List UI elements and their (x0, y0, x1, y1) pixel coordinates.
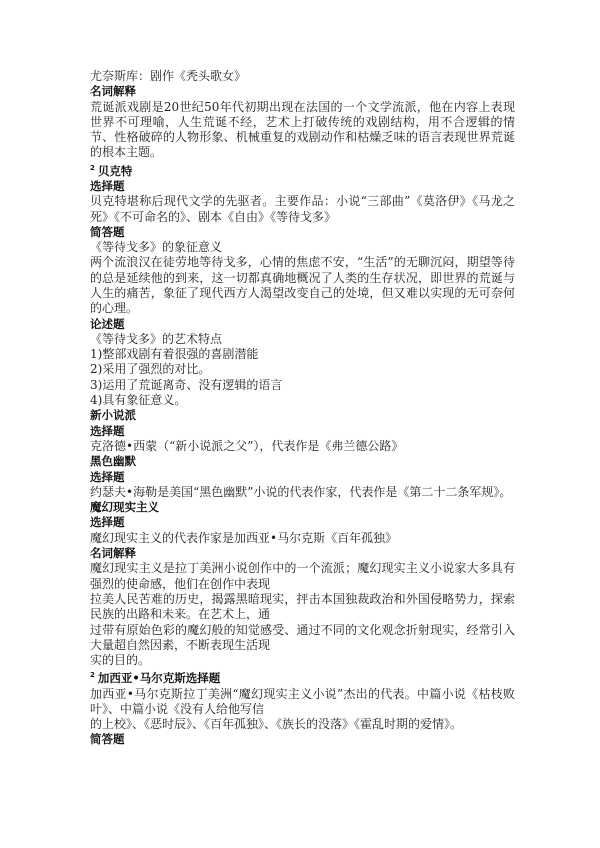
heading-essay-question: 论述题 (90, 316, 125, 331)
footnote-marker: 2 (90, 163, 95, 172)
heading-choice-question: 选择题 (90, 178, 125, 193)
heading-term-definition: 名词解释 (90, 546, 136, 561)
godot-art-point-1: 1)整部戏剧有着很强的喜剧潜能 (90, 347, 259, 362)
heading-term-definition: 名词解释 (90, 84, 136, 99)
heading-beckett-text: 贝克特 (97, 163, 133, 178)
marquez-choice-text-2: 的上校》、《恶时辰》、《百年孤独》、《族长的没落》《霍乱时期的爱情》。 (90, 717, 463, 732)
magic-realism-definition-1: 魔幻现实主义是拉丁美洲小说创作中的一个流派；魔幻现实主义小说家大多具有强烈的使命感，他们在创作中表现 (90, 561, 515, 591)
godot-symbolism-answer: 两个流浪汉在徒劳地等待戈多，心情的焦虑不安，“生活”的无聊沉闷，期望等待的总是延续他的到来，这一切都真确地概况了人类的生存状况，即世界的荒诞与人生的痛苦，象征了现代西方人渴望改变自己的处境，但又难以实现的无可奈何的心理。 (90, 255, 515, 316)
document-page (90, 69, 515, 748)
marquez-choice-text-1: 加西亚•马尔克斯拉丁美洲“魔幻现实主义小说”杰出的代表。中篇小说《枯枝败叶》、中篇小说《没有人给他写信 (90, 686, 515, 716)
heading-marquez (90, 668, 515, 686)
heading-short-answer: 简答题 (90, 224, 125, 239)
heading-beckett (90, 161, 515, 179)
heading-choice-question: 选择题 (90, 515, 125, 530)
heading-magic-realism: 魔幻现实主义 (90, 500, 159, 515)
footnote-marker: 2 (90, 671, 95, 680)
magic-realism-definition-2: 拉美人民苦难的历史，揭露黑暗现实，抨击本国独裁政治和外国侵略势力，探索民族的出路和未来。在艺术上，通 (90, 591, 515, 622)
play-line: 尤奈斯库：剧作《秃头歌女》 (90, 69, 247, 83)
absurd-theatre-definition: 荒诞派戏剧是20世纪50年代初期出现在法国的一个文学流派，他在内容上表现世界不可理喻，人生荒诞不经，艺术上打破传统的戏剧结构，用不合逻辑的情节、性格破碎的人物形象、机械重复的戏剧动作和枯燥乏味的语言表现世界荒诞的根本主题。 (90, 99, 515, 160)
godot-art-question: 《等待戈多》的艺术特点 (90, 331, 223, 346)
heading-short-answer: 简答题 (90, 732, 125, 747)
beckett-choice-text: 贝克特堪称后现代文学的先驱者。主要作品：小说“三部曲”《莫洛伊》《马龙之死》《不可命名的》、剧本《自由》《等待戈多》 (90, 194, 515, 224)
new-novel-choice-text: 克洛德•西蒙（“新小说派之父”），代表作是《弗兰德公路》 (90, 438, 404, 453)
heading-choice-question: 选择题 (90, 423, 125, 438)
heading-black-humor: 黑色幽默 (90, 454, 136, 469)
magic-realism-definition-3: 过带有原始色彩的魔幻般的知觉感受、通过不同的文化观念折射现实，经常引入大量超自然因素，不断表现生活现 (90, 622, 515, 652)
heading-marquez-text: 加西亚•马尔克斯选择题 (97, 671, 221, 686)
magic-realism-definition-4: 实的目的。 (90, 653, 151, 668)
godot-art-point-3: 3)运用了荒诞离奇、没有逻辑的语言 (90, 377, 283, 392)
magic-realism-choice-text: 魔幻现实主义的代表作家是加西亚•马尔克斯《百年孤独》 (90, 530, 398, 545)
godot-symbolism-question: 《等待戈多》的象征意义 (90, 240, 223, 255)
godot-art-point-4: 4)具有象征意义。 (90, 393, 187, 408)
black-humor-choice-text: 约瑟夫•海勒是美国“黑色幽默”小说的代表作家，代表作是《第二十二条军规》。 (90, 484, 512, 499)
heading-choice-question: 选择题 (90, 469, 125, 484)
heading-new-novel: 新小说派 (90, 408, 136, 423)
godot-art-point-2: 2)采用了强烈的对比。 (90, 362, 211, 377)
